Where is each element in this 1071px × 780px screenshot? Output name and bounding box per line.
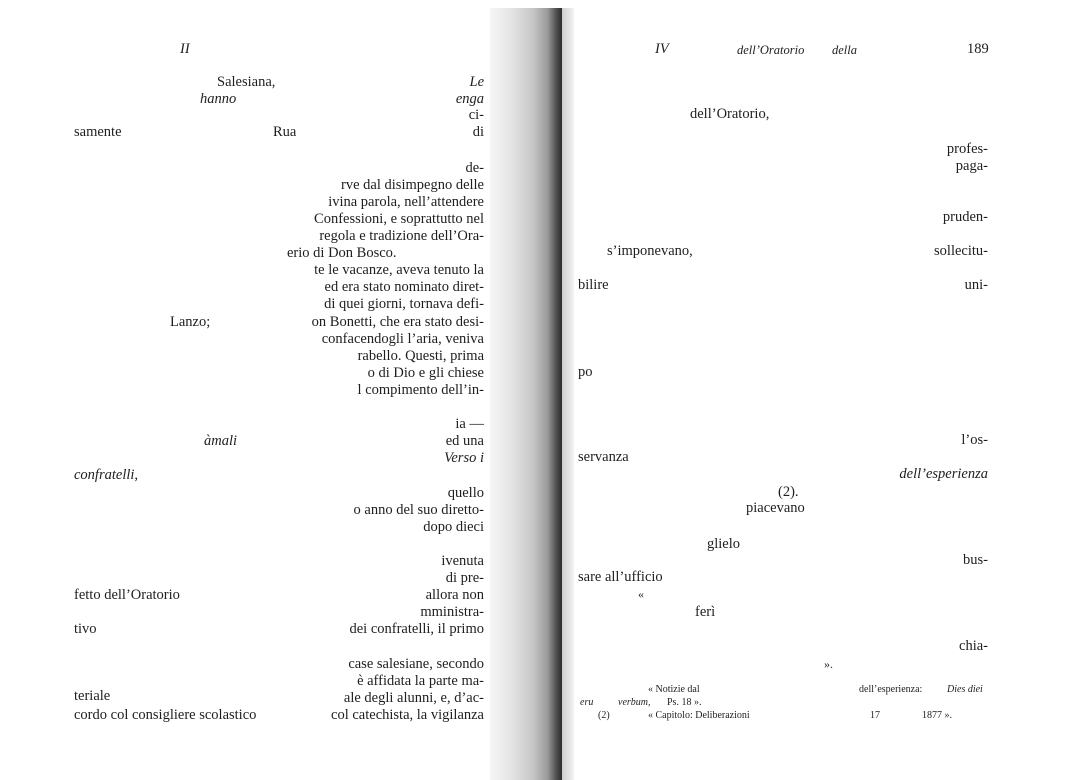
right-col-line-06: rve dal disimpegno delle bbox=[341, 177, 484, 193]
right-text-line-12: dell’esperienza bbox=[899, 466, 988, 482]
right-page-header-title-b: della bbox=[832, 43, 857, 57]
footnote-1-part-a: « Notizie dal bbox=[648, 684, 700, 695]
right-col-line-21: Verso i bbox=[444, 450, 484, 466]
footnote-1-part-f: Ps. 18 ». bbox=[667, 697, 702, 708]
right-text-line-02: profes- bbox=[946, 141, 988, 157]
footnote-1-part-c: Dies diei bbox=[947, 684, 983, 695]
left-col-line-05: Lanzo; bbox=[170, 314, 211, 330]
right-col-line-11: te le vacanze, aveva tenuto la bbox=[314, 262, 484, 278]
right-col-line-02: enga bbox=[455, 91, 484, 107]
right-col-line-19: ia — bbox=[455, 416, 484, 432]
right-col-line-10: erio di Don Bosco. bbox=[287, 245, 397, 261]
right-text-line-14: piacevano bbox=[746, 500, 805, 516]
footnote-1-part-d: eru bbox=[580, 697, 594, 708]
right-col-line-17: o di Dio e gli chiese bbox=[367, 365, 484, 381]
footnote-2-part-b: « Capitolo: Deliberazioni bbox=[648, 710, 750, 721]
right-col-line-24: dopo dieci bbox=[423, 519, 484, 535]
right-col-line-18: l compimento dell’in- bbox=[357, 382, 484, 398]
right-col-line-23: o anno del suo diretto- bbox=[353, 502, 484, 518]
right-text-line-04: pruden- bbox=[942, 209, 988, 225]
right-text-line-06: sollecitu- bbox=[934, 243, 988, 259]
footnote-1-part-b: dell’esperienza: bbox=[859, 684, 923, 695]
right-text-line-11: servanza bbox=[578, 449, 629, 465]
left-col-line-02: hanno bbox=[200, 91, 237, 107]
right-text-line-16: bus- bbox=[963, 552, 988, 568]
left-col-line-01: Salesiana, bbox=[217, 74, 276, 90]
book-gutter-shadow bbox=[490, 8, 562, 780]
right-col-line-13: di quei giorni, tornava defi- bbox=[324, 296, 484, 312]
right-col-line-32: ale degli alunni, e, d’ac- bbox=[343, 690, 484, 706]
right-col-line-14: on Bonetti, che era stato desi- bbox=[311, 314, 484, 330]
right-text-line-09: po bbox=[578, 364, 593, 380]
right-col-line-26: di pre- bbox=[445, 570, 484, 586]
right-page-header-roman: IV bbox=[655, 41, 669, 57]
left-col-line-07: confratelli, bbox=[74, 467, 139, 483]
left-col-line-09: tivo bbox=[74, 621, 97, 637]
right-col-line-30: case salesiane, secondo bbox=[348, 656, 484, 672]
right-text-line-15: glielo bbox=[707, 536, 741, 552]
page-edge bbox=[562, 8, 574, 780]
right-col-line-16: rabello. Questi, prima bbox=[357, 348, 484, 364]
left-col-line-03: samente bbox=[74, 124, 122, 140]
footnote-2-part-c: 17 bbox=[870, 710, 880, 721]
right-text-line-03: paga- bbox=[955, 158, 988, 174]
right-col-line-29: dei confratelli, il primo bbox=[349, 621, 484, 637]
right-page-header-title-a: dell’Oratorio bbox=[737, 43, 805, 57]
right-text-line-13: (2). bbox=[778, 484, 799, 500]
right-text-line-05: s’imponevano, bbox=[607, 243, 693, 259]
right-col-line-31: è affidata la parte ma- bbox=[357, 673, 484, 689]
right-col-line-25: ivenuta bbox=[441, 553, 484, 569]
right-col-line-05: de- bbox=[465, 160, 484, 176]
left-col-line-08: fetto dell’Oratorio bbox=[74, 587, 180, 603]
left-col-line-04: Rua bbox=[273, 124, 297, 140]
left-page-header: II bbox=[180, 41, 190, 57]
footnote-1-part-e: verbum, bbox=[618, 697, 651, 708]
page-number: 189 bbox=[967, 41, 989, 57]
right-col-line-03: ci- bbox=[468, 107, 484, 123]
right-col-line-22: quello bbox=[447, 485, 484, 501]
right-text-line-07: bilire bbox=[578, 277, 609, 293]
left-col-line-11: cordo col consigliere scolastico bbox=[74, 707, 257, 723]
right-col-line-07: ivina parola, nell’attendere bbox=[328, 194, 484, 210]
right-text-line-01: dell’Oratorio, bbox=[690, 106, 770, 122]
left-col-line-06: àmali bbox=[204, 433, 238, 449]
right-col-line-04: di bbox=[472, 124, 484, 140]
right-text-line-19: ferì bbox=[695, 604, 716, 620]
right-col-line-20: ed una bbox=[445, 433, 484, 449]
right-col-line-15: confacendogli l’aria, veniva bbox=[321, 331, 484, 347]
right-col-line-33: col catechista, la vigilanza bbox=[331, 707, 484, 723]
right-page bbox=[574, 0, 1071, 780]
right-text-line-10: l’os- bbox=[961, 432, 988, 448]
footnote-2-part-d: 1877 ». bbox=[922, 710, 952, 721]
right-text-line-08: uni- bbox=[964, 277, 988, 293]
right-text-line-21: ». bbox=[824, 657, 833, 671]
right-col-line-09: regola e tradizione dell’Ora- bbox=[319, 228, 484, 244]
right-text-line-17: sare all’ufficio bbox=[578, 569, 663, 585]
right-col-line-01: Le bbox=[469, 74, 484, 90]
footnote-2-marker: (2) bbox=[598, 710, 610, 721]
right-text-line-20: chia- bbox=[959, 638, 988, 654]
right-col-line-28: mministra- bbox=[420, 604, 484, 620]
right-text-line-18: « bbox=[638, 587, 644, 601]
left-col-line-10: teriale bbox=[74, 688, 111, 704]
right-col-line-27: allora non bbox=[425, 587, 484, 603]
right-col-line-08: Confessioni, e soprattutto nel bbox=[314, 211, 484, 227]
right-col-line-12: ed era stato nominato diret- bbox=[324, 279, 484, 295]
